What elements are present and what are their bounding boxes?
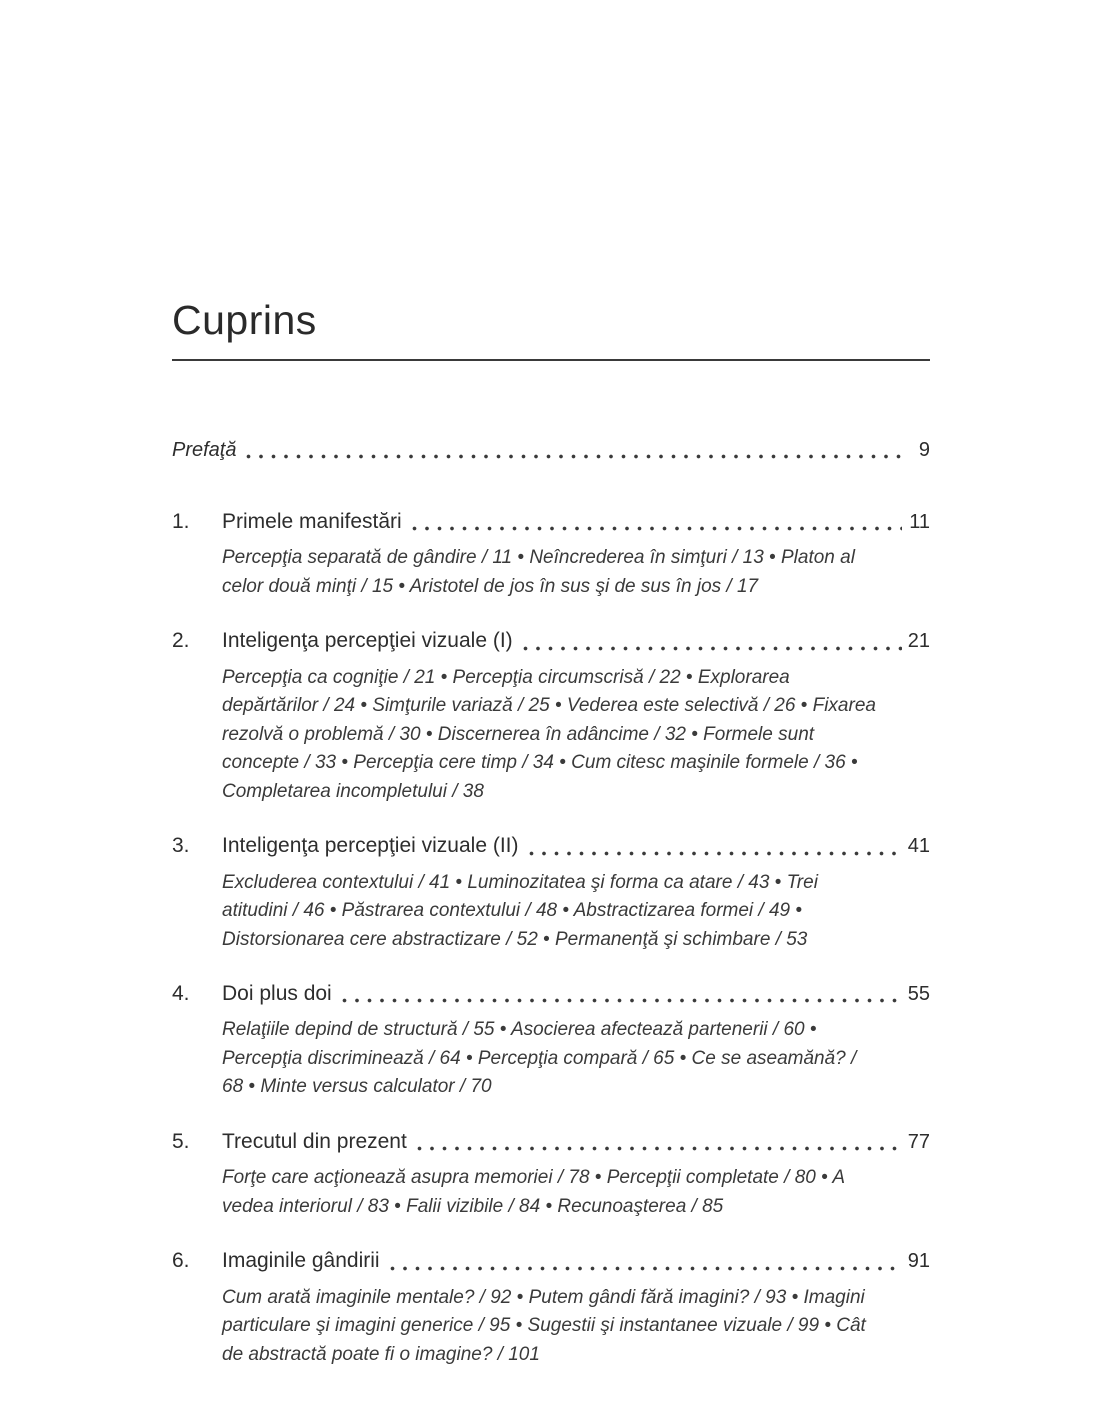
entry-page-number: 55 bbox=[907, 983, 930, 1006]
preface-row bbox=[172, 437, 930, 464]
entry-subsections: Cum arată imaginile mentale? / 92 • Putem gândi fără imagini? / 93 • Imagini particulare şi imagini generice / 95 • Sugestii şi instantanee vizuale / 99 • Cât de abstractă poate fi o imagine? / 101 bbox=[222, 1286, 866, 1365]
dot-leader bbox=[412, 526, 902, 532]
entry-number: 3. bbox=[172, 834, 190, 858]
entry-title: Inteligenţa percepţiei vizuale (I) bbox=[222, 629, 513, 653]
entry-number: 4. bbox=[172, 982, 190, 1006]
entry-title-row bbox=[172, 627, 930, 655]
toc-entry bbox=[172, 832, 930, 954]
entry-number: 2. bbox=[172, 629, 190, 653]
entry-subsections: Excluderea contextului / 41 • Luminozitatea şi forma ca atare / 43 • Trei atitudini / 46 • Păstrarea contextului / 48 • Abstractizarea formei / 49 • Distorsionarea cere abstractizare / 52 • Permanenţă şi schimbare / 53 bbox=[222, 871, 818, 950]
entry-title: Trecutul din prezent bbox=[222, 1129, 407, 1153]
entry-title: Imaginile gândirii bbox=[222, 1249, 380, 1273]
entry-subsections: Percepţia ca cogniţie / 21 • Percepţia circumscrisă / 22 • Explorarea depărtărilor / 24 • Simţurile variază / 25 • Vederea este selectivă / 26 • Fixarea rezolvă o problemă / 30 • Discernerea în adâncime / 32 • Formele sunt concepte / 33 • Percepţia cere timp / 34 • Cum citesc maşinile formele / 36 • Completarea incompletului / 38 bbox=[222, 666, 876, 802]
entry-title-row bbox=[172, 1128, 930, 1156]
entry-title: Inteligenţa percepţiei vizuale (II) bbox=[222, 834, 519, 858]
toc-entry bbox=[172, 627, 930, 806]
preface-label: Prefaţă bbox=[172, 439, 237, 462]
entry-subsections: Percepţia separată de gândire / 11 • Neîncrederea în simţuri / 13 • Platon al celor două minţi / 15 • Aristotel de jos în sus şi de sus în jos / 17 bbox=[222, 547, 855, 597]
toc-entry bbox=[172, 508, 930, 601]
entry-page-number: 77 bbox=[907, 1130, 930, 1153]
entry-number: 6. bbox=[172, 1249, 190, 1273]
entry-title-row bbox=[172, 508, 930, 536]
entry-page-number: 41 bbox=[907, 835, 930, 858]
entry-page-number: 91 bbox=[907, 1250, 930, 1273]
toc-entry bbox=[172, 1128, 930, 1221]
toc-list bbox=[172, 437, 930, 1369]
dot-leader bbox=[342, 998, 902, 1004]
entry-title-row bbox=[172, 980, 930, 1008]
entry-number: 1. bbox=[172, 510, 190, 534]
entry-number: 5. bbox=[172, 1129, 190, 1153]
dot-leader bbox=[523, 646, 902, 652]
entry-page-number: 21 bbox=[907, 630, 930, 653]
entry-page-number: 11 bbox=[909, 511, 930, 534]
entry-title-row bbox=[172, 1247, 930, 1275]
preface-page-number: 9 bbox=[918, 439, 930, 462]
dot-leader bbox=[417, 1146, 902, 1152]
entry-title: Doi plus doi bbox=[222, 982, 332, 1006]
entry-title: Primele manifestări bbox=[222, 510, 402, 534]
entry-subsections: Relaţiile depind de structură / 55 • Asocierea afectează partenerii / 60 • Percepţia discriminează / 64 • Percepţia compară / 65 • Ce se aseamănă? / 68 • Minte versus calculator / 70 bbox=[222, 1019, 857, 1098]
title-rule bbox=[172, 359, 930, 361]
entry-subsections: Forţe care acţionează asupra memoriei / 78 • Percepţii completate / 80 • A vedea interiorul / 83 • Falii vizibile / 84 • Recunoaşterea / 85 bbox=[222, 1167, 845, 1217]
toc-entry bbox=[172, 980, 930, 1102]
dot-leader bbox=[246, 454, 902, 460]
entry-title-row bbox=[172, 832, 930, 860]
toc-entry bbox=[172, 1247, 930, 1369]
dot-leader bbox=[529, 851, 903, 857]
page-title: Cuprins bbox=[172, 297, 317, 343]
dot-leader bbox=[390, 1266, 902, 1272]
